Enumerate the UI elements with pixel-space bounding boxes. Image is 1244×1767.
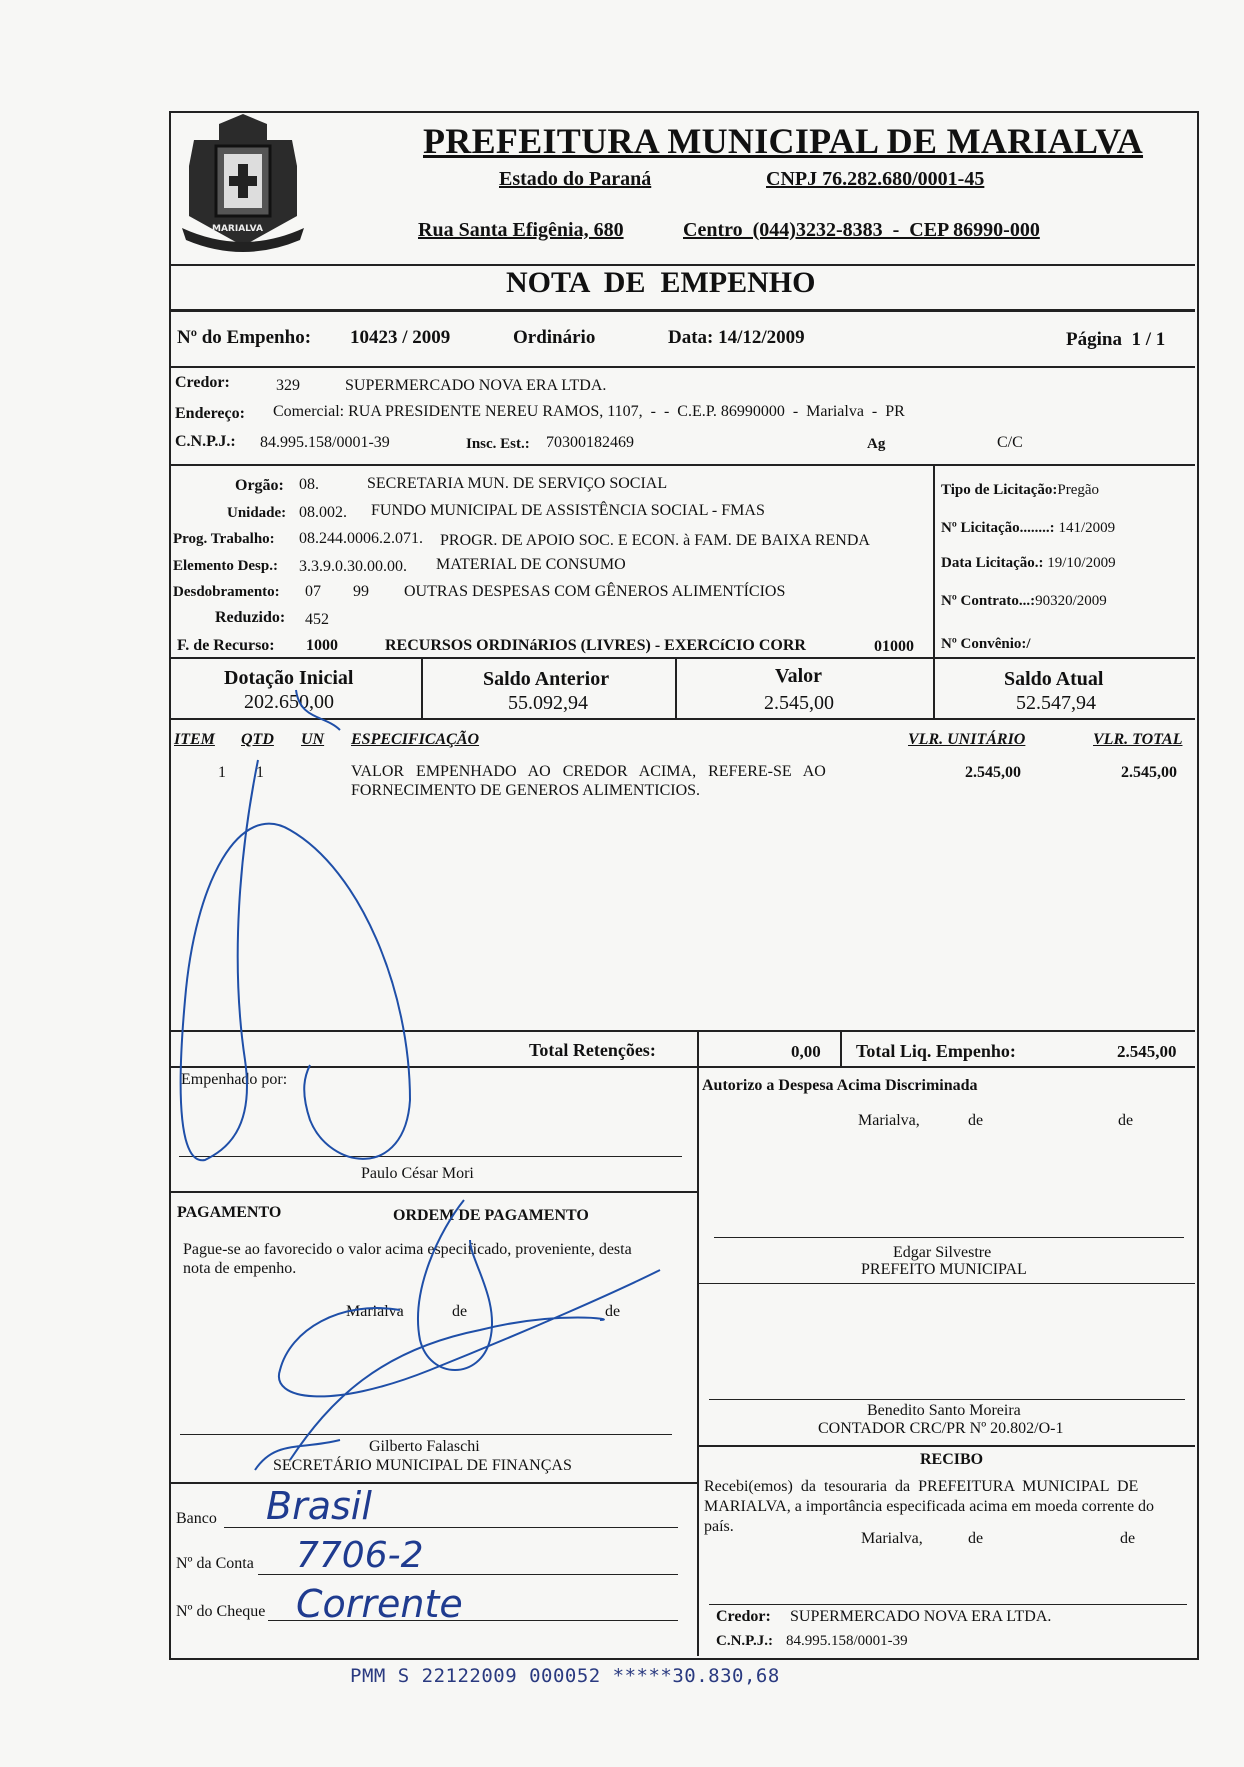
unidade-name: FUNDO MUNICIPAL DE ASSISTÊNCIA SOCIAL - FMAS [371, 502, 765, 519]
item-espec-line2: FORNECIMENTO DE GENEROS ALIMENTICIOS. [351, 782, 701, 799]
banco-label: Banco [176, 1510, 217, 1527]
autorizo-city: Marialva, [858, 1112, 920, 1129]
item-total-value: 2.545,00 [1121, 764, 1177, 781]
header-cnpj: CNPJ 76.282.680/0001-45 [766, 168, 985, 190]
autorizo-de2: de [1118, 1112, 1134, 1129]
pagamento-text1: Pague-se ao favorecido o valor acima especificado, proveniente, desta [183, 1241, 632, 1258]
cheque-label: Nº do Cheque [176, 1603, 266, 1620]
conta-label: Nº da Conta [176, 1555, 254, 1572]
total-liq-value: 2.545,00 [1117, 1042, 1177, 1061]
num-contrato [941, 593, 1107, 610]
item-number: 1 [218, 764, 226, 781]
credor-cnpj: 84.995.158/0001-39 [260, 434, 390, 451]
header-state: Estado do Paraná [499, 168, 652, 190]
saldo-atual-value: 52.547,94 [1016, 692, 1096, 714]
credor-address: Comercial: RUA PRESIDENTE NEREU RAMOS, 1107, - - C.E.P. 86990000 - Marialva - PR [273, 403, 905, 420]
orgao-label: Orgão: [235, 477, 284, 494]
cheque-handwriting: Corrente [296, 1582, 463, 1626]
col-item: ITEM [174, 731, 215, 748]
pagamento-city: Marialva [346, 1303, 404, 1320]
header-address: Rua Santa Efigênia, 680 [418, 219, 624, 241]
col-espec: ESPECIFICAÇÃO [351, 731, 480, 748]
tipo-licitacao [941, 482, 1099, 499]
banco-handwriting: Brasil [266, 1484, 372, 1528]
saldo-anterior-label: Saldo Anterior [483, 668, 610, 690]
data-licitacao-label: Data Licitação.: [941, 555, 1044, 571]
empenho-date: Data: 14/12/2009 [668, 327, 805, 348]
total-liq-label: Total Liq. Empenho: [856, 1041, 1016, 1061]
num-licitacao-label: Nº Licitação........: [941, 520, 1055, 536]
orgao-name: SECRETARIA MUN. DE SERVIÇO SOCIAL [367, 475, 668, 492]
financas-role: SECRETÁRIO MUNICIPAL DE FINANÇAS [273, 1457, 572, 1474]
valor-value: 2.545,00 [764, 692, 834, 714]
recurso-label: F. de Recurso: [177, 637, 275, 654]
num-licitacao-value: 141/2009 [1058, 520, 1116, 536]
conta-handwriting: 7706-2 [296, 1535, 424, 1576]
credor-name: SUPERMERCADO NOVA ERA LTDA. [345, 377, 607, 394]
pagamento-label: PAGAMENTO [177, 1204, 282, 1221]
num-licitacao [941, 520, 1115, 537]
item-espec-line1: VALOR EMPENHADO AO CREDOR ACIMA, REFERE-SE AO [351, 763, 826, 780]
recurso-num: 01000 [874, 638, 914, 655]
cc-label: C/C [997, 434, 1023, 451]
num-convenio: Nº Convênio:/ [941, 636, 1031, 652]
municipal-seal [172, 106, 314, 256]
prog-code: 08.244.0006.2.071. [299, 530, 423, 547]
num-contrato-label: Nº Contrato...: [941, 593, 1036, 609]
prog-label: Prog. Trabalho: [173, 531, 275, 547]
recibo-label: RECIBO [920, 1451, 984, 1468]
col-total: VLR. TOTAL [1093, 731, 1183, 748]
cnpj-label: C.N.P.J.: [175, 433, 236, 450]
financas-name: Gilberto Falaschi [369, 1438, 480, 1455]
bank-stamp: PMM S 22122009 000052 *****30.830,68 [350, 1665, 780, 1687]
recibo-credor: SUPERMERCADO NOVA ERA LTDA. [790, 1608, 1052, 1625]
header-contact: Centro (044)3232-8383 - CEP 86990-000 [683, 219, 1040, 241]
header-title: PREFEITURA MUNICIPAL DE MARIALVA [423, 121, 1144, 161]
contador-name: Benedito Santo Moreira [867, 1402, 1021, 1419]
reduz-code: 452 [305, 611, 329, 628]
insc-label: Insc. Est.: [466, 436, 530, 452]
prefeito-name: Edgar Silvestre [893, 1244, 992, 1261]
desd-label: Desdobramento: [173, 584, 280, 600]
prog-name: PROGR. DE APOIO SOC. E ECON. à FAM. DE BAIXA RENDA [440, 532, 870, 549]
reduz-label: Reduzido: [215, 609, 286, 626]
saldo-anterior-value: 55.092,94 [508, 692, 588, 714]
recibo-city: Marialva, [861, 1530, 923, 1547]
credor-label: Credor: [175, 374, 230, 391]
valor-label: Valor [775, 665, 823, 687]
contador-role: CONTADOR CRC/PR Nº 20.802/O-1 [818, 1420, 1064, 1437]
empenho-number: 10423 / 2009 [350, 327, 451, 348]
recurso-code: 1000 [306, 637, 338, 654]
num-contrato-value: 90320/2009 [1035, 593, 1107, 609]
autorizo-label: Autorizo a Despesa Acima Discriminada [702, 1077, 978, 1094]
recibo-de1: de [968, 1530, 984, 1547]
credor-insc: 70300182469 [546, 434, 634, 451]
pagamento-de1: de [452, 1303, 468, 1320]
retencoes-value: 0,00 [791, 1042, 821, 1061]
tipo-licitacao-value: Pregão [1057, 482, 1100, 498]
item-unit-value: 2.545,00 [965, 764, 1021, 781]
unidade-label: Unidade: [227, 505, 287, 521]
elem-label: Elemento Desp.: [173, 558, 278, 574]
desd-code2: 99 [353, 583, 369, 600]
dotacao-label: Dotação Inicial [224, 667, 354, 689]
recibo-text1: Recebi(emos) da tesouraria da PREFEITURA MUNICIPAL DE [704, 1478, 1139, 1495]
saldo-atual-label: Saldo Atual [1004, 668, 1104, 690]
elem-code: 3.3.9.0.30.00.00. [299, 558, 407, 575]
retencoes-label: Total Retenções: [529, 1040, 656, 1060]
empenho-type: Ordinário [513, 327, 596, 348]
ordem-pagamento: ORDEM DE PAGAMENTO [393, 1207, 589, 1224]
recibo-text2: MARIALVA, a importância especificada acima em moeda corrente do [704, 1498, 1155, 1515]
recibo-text3: país. [704, 1518, 734, 1535]
col-unit: VLR. UNITÁRIO [908, 731, 1026, 748]
desd-name: OUTRAS DESPESAS COM GÊNEROS ALIMENTÍCIOS [404, 583, 786, 600]
orgao-code: 08. [299, 476, 319, 493]
autorizo-de1: de [968, 1112, 984, 1129]
recurso-name: RECURSOS ORDINáRIOS (LIVRES) - EXERCíCIO CORR [385, 637, 806, 654]
data-licitacao-value: 19/10/2009 [1047, 555, 1116, 571]
recibo-credor-label: Credor: [716, 1608, 771, 1625]
pagamento-de2: de [605, 1303, 621, 1320]
empenho-label: Nº do Empenho: [177, 327, 312, 348]
prefeito-role: PREFEITO MUNICIPAL [861, 1261, 1027, 1278]
recibo-cnpj: 84.995.158/0001-39 [786, 1633, 908, 1649]
col-un: UN [301, 731, 325, 748]
pagamento-text2: nota de empenho. [183, 1260, 297, 1277]
data-licitacao [941, 555, 1116, 572]
recibo-cnpj-label: C.N.P.J.: [716, 1633, 773, 1649]
col-qtd: QTD [241, 731, 274, 748]
elem-name: MATERIAL DE CONSUMO [436, 556, 626, 573]
endereco-label: Endereço: [175, 405, 245, 422]
ag-label: Ag [867, 436, 886, 452]
empenho-page: Página 1 / 1 [1066, 329, 1166, 350]
empenhado-label: Empenhado por: [181, 1071, 288, 1088]
seal-ribbon-text: MARIALVA [212, 224, 263, 234]
doc-title: NOTA DE EMPENHO [506, 266, 816, 299]
desd-code1: 07 [305, 583, 321, 600]
recibo-de2: de [1120, 1530, 1136, 1547]
unidade-code: 08.002. [299, 504, 347, 521]
credor-code: 329 [276, 377, 300, 394]
item-qtd: 1 [256, 764, 264, 781]
dotacao-value: 202.650,00 [244, 691, 334, 713]
empenhado-name: Paulo César Mori [361, 1165, 474, 1182]
tipo-licitacao-label: Tipo de Licitação: [941, 482, 1058, 498]
